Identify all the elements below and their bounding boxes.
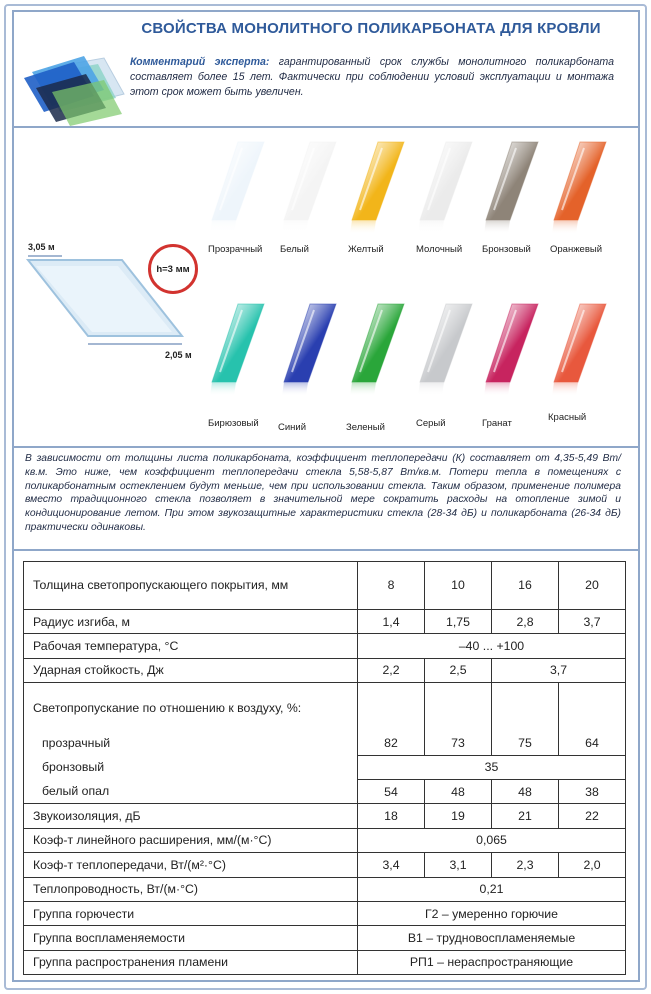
expert-comment [130,55,614,100]
color-swatch [344,138,410,238]
value-cell: Г2 – умеренно горючие [358,901,626,925]
param-label: прозрачный [24,731,358,755]
color-swatch-label: Прозрачный [208,244,263,255]
param-label: Ударная стойкость, Дж [24,658,358,682]
table-row [24,877,626,901]
table-row [24,828,626,852]
color-swatch-label: Бронзовый [482,244,531,255]
page-title: СВОЙСТВА МОНОЛИТНОГО ПОЛИКАРБОНАТА ДЛЯ КРОВЛИ [141,20,601,37]
color-swatch [276,138,342,238]
table-row [24,634,626,658]
sheet-depth-label: 2,05 м [165,350,192,360]
table-row [24,562,626,610]
color-swatch [478,138,544,238]
value-cell: 3,7 [492,658,626,682]
value-cell: 2,0 [559,853,626,877]
table-row [24,683,626,731]
color-swatch-label: Желтый [348,244,384,255]
value-cell: 22 [559,804,626,828]
value-cell: 82 [358,731,425,755]
color-swatch-label: Серый [416,418,446,429]
value-cell: 64 [559,731,626,755]
color-swatch [276,300,342,400]
value-cell: 0,21 [358,877,626,901]
table-row [24,610,626,634]
table-row [24,755,626,779]
param-label: Группа горючести [24,901,358,925]
table-row [24,901,626,925]
value-cell: 3,7 [559,610,626,634]
color-swatch [204,300,270,400]
value-cell: 3,4 [358,853,425,877]
value-cell: 2,5 [425,658,492,682]
table-row [24,853,626,877]
section-divider [12,446,640,448]
table-row [24,779,626,803]
color-swatch-label: Гранат [482,418,512,429]
sheet-width-label: 3,05 м [28,242,55,252]
color-swatch-label: Оранжевый [550,244,603,255]
param-label: Рабочая температура, °С [24,634,358,658]
param-label: Коэф-т линейного расширения, мм/(м·°С) [24,828,358,852]
value-cell: 1,75 [425,610,492,634]
properties-table [23,561,626,975]
value-cell: РП1 – нераспространяющие [358,950,626,974]
value-cell: 0,065 [358,828,626,852]
expert-comment-text: гарантированный срок службы монолитного поликарбоната составляет более 15 лет. Фактически при соблюдении условий эксплуатации и монтажа этот срок может быть увеличен. [130,56,614,98]
color-swatch-label: Бирюзовый [208,418,259,429]
color-swatch [478,300,544,400]
value-cell: 54 [358,779,425,803]
expert-comment-lead: Комментарий эксперта: [130,56,270,68]
value-cell: 18 [358,804,425,828]
param-label: Группа распространения пламени [24,950,358,974]
value-cell: –40 ... +100 [358,634,626,658]
param-label: Группа воспламеняемости [24,926,358,950]
color-swatch [204,138,270,238]
param-label: Коэф-т теплопередачи, Вт/(м²·°С) [24,853,358,877]
polycarbonate-stack-image [18,52,130,128]
value-cell: 1,4 [358,610,425,634]
param-label: Теплопроводность, Вт/(м·°С) [24,877,358,901]
value-cell: В1 – трудновоспламеняемые [358,926,626,950]
param-label: Светопропускание по отношению к воздуху, %: [24,683,358,731]
param-label: Радиус изгиба, м [24,610,358,634]
section-divider-2 [12,549,640,551]
color-swatch [546,300,612,400]
color-swatch [412,138,478,238]
color-swatch [344,300,410,400]
value-cell: 75 [492,731,559,755]
param-label: бронзовый [24,755,358,779]
color-swatch [546,138,612,238]
param-label: белый опал [24,779,358,803]
param-label: Толщина светопропускающего покрытия, мм [24,562,358,610]
value-cell: 35 [358,755,626,779]
value-cell: 21 [492,804,559,828]
thickness-badge: h=3 мм [148,244,198,294]
value-cell: 2,3 [492,853,559,877]
param-label: Звукоизоляция, дБ [24,804,358,828]
header-divider [12,126,640,128]
value-cell: 20 [559,562,626,610]
value-cell: 2,2 [358,658,425,682]
value-cell: 48 [425,779,492,803]
value-cell: 16 [492,562,559,610]
table-row [24,804,626,828]
table-row [24,950,626,974]
value-cell: 8 [358,562,425,610]
color-swatch-label: Зеленый [346,422,385,433]
value-cell: 38 [559,779,626,803]
value-cell: 19 [425,804,492,828]
table-row [24,731,626,755]
color-swatch-label: Молочный [416,244,463,255]
color-swatch [412,300,478,400]
value-cell: 2,8 [492,610,559,634]
table-row [24,658,626,682]
color-swatch-label: Белый [280,244,309,255]
value-cell: 10 [425,562,492,610]
color-swatch-label: Синий [278,422,307,433]
color-swatch-label: Красный [548,412,587,423]
thermal-properties-paragraph: В зависимости от толщины листа поликарбоната, коэффициент теплопередачи (К) составляет от 4,35-5,49 Вт/кв.м. Это ниже, чем коэффициент теплопередачи стекла 5,58-5,87 Вт/кв.м. Потери тепла в помещениях с поликарбонатным остеклением будут меньше, чем при использовании стекла. Таким образом, применение полимера вместо традиционного стекла позволяет в значительной мере сократить расходы на отопление зимой и кондиционирование летом. При этом звукозащитные характеристики стекла (28-34 дБ) и поликарбоната (26-34 дБ) практически одинаковы. [25,453,621,533]
value-cell: 3,1 [425,853,492,877]
table-row [24,926,626,950]
value-cell: 48 [492,779,559,803]
value-cell: 73 [425,731,492,755]
